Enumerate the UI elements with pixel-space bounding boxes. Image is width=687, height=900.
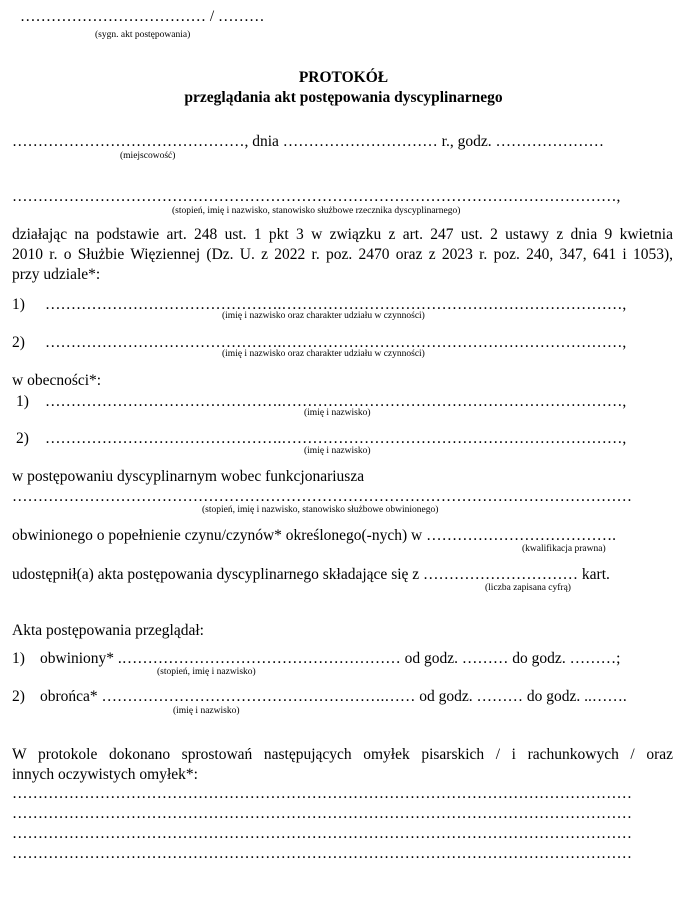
legal-basis-line-2: 2010 r. o Służbie Więziennej (Dz. U. z 2022 r. poz. 2470 oraz z 2023 r. poz. 240, 347, 641 i 1053), bbox=[12, 246, 673, 263]
document-subtitle: przeglądania akt postępowania dyscyplinarnego bbox=[184, 89, 503, 106]
participant-2-number: 2) bbox=[12, 334, 25, 351]
presence-2-field[interactable]: ……………………………………….…………………………………………………………, bbox=[45, 430, 627, 447]
review-label: Akta postępowania przeglądał: bbox=[12, 622, 204, 639]
files-caption: (liczba zapisana cyfrą) bbox=[485, 583, 571, 593]
charge-line[interactable]: obwinionego o popełnienie czynu/czynów* określonego(-nych) w ………………………………. bbox=[12, 527, 616, 544]
accused-field[interactable]: ………………………………………………………………………………………………………… bbox=[12, 488, 632, 505]
review-1-caption: (stopień, imię i nazwisko) bbox=[157, 667, 256, 677]
case-number-caption: (sygn. akt postępowania) bbox=[95, 30, 191, 40]
participant-1-field[interactable]: ……………………………………….…………………………………………………………, bbox=[45, 296, 627, 313]
accused-caption: (stopień, imię i nazwisko, stanowisko służbowe obwinionego) bbox=[202, 505, 439, 515]
officer-field[interactable]: ………………………………………………………………………………………………………, bbox=[12, 188, 621, 205]
participant-1-number: 1) bbox=[12, 296, 25, 313]
corrections-dots-1[interactable]: ………………………………………………………………………………………………………… bbox=[12, 785, 632, 802]
accused-label: w postępowaniu dyscyplinarnym wobec funkcjonariusza bbox=[12, 468, 365, 485]
presence-2-caption: (imię i nazwisko) bbox=[304, 446, 371, 456]
participant-2-caption: (imię i nazwisko oraz charakter udziału w czynności) bbox=[222, 349, 425, 359]
presence-label: w obecności*: bbox=[12, 372, 102, 389]
review-1-number: 1) bbox=[12, 650, 25, 667]
place-caption: (miejscowość) bbox=[120, 151, 176, 161]
case-number-field[interactable]: ……………………………… / ……… bbox=[20, 8, 265, 25]
files-line[interactable]: udostępnił(a) akta postępowania dyscyplinarnego składające się z ………………………… kart. bbox=[12, 566, 610, 583]
corrections-dots-3[interactable]: ………………………………………………………………………………………………………… bbox=[12, 825, 632, 842]
review-2-field[interactable]: obrońca* ……………………………………………….…… od godz. ……… do godz. ..……. bbox=[40, 688, 627, 705]
legal-basis-line-1: działając na podstawie art. 248 ust. 1 pkt 3 w związku z art. 247 ust. 2 ustawy z dnia 9 kwietnia bbox=[12, 226, 673, 243]
participants-label: przy udziale*: bbox=[12, 266, 101, 283]
presence-1-number: 1) bbox=[16, 393, 29, 410]
corrections-dots-4[interactable]: ………………………………………………………………………………………………………… bbox=[12, 845, 632, 862]
presence-2-number: 2) bbox=[16, 430, 29, 447]
participant-1-caption: (imię i nazwisko oraz charakter udziału w czynności) bbox=[222, 311, 425, 321]
review-2-caption: (imię i nazwisko) bbox=[173, 706, 240, 716]
officer-caption: (stopień, imię i nazwisko, stanowisko służbowe rzecznika dyscyplinarnego) bbox=[172, 206, 461, 216]
place-date-line[interactable]: ………………………………………, dnia ………………………… r., godz. ………………… bbox=[12, 133, 604, 150]
corrections-line-1: W protokole dokonano sprostowań następujących omyłek pisarskich / i rachunkowych / oraz bbox=[12, 746, 673, 763]
presence-1-caption: (imię i nazwisko) bbox=[304, 408, 371, 418]
participant-2-field[interactable]: ……………………………………….…………………………………………………………, bbox=[45, 334, 627, 351]
corrections-dots-2[interactable]: ………………………………………………………………………………………………………… bbox=[12, 805, 632, 822]
document-title: PROTOKÓŁ bbox=[298, 69, 389, 86]
corrections-line-2: innych oczywistych omyłek*: bbox=[12, 766, 198, 783]
review-1-field[interactable]: obwiniony* .……………………………………………… od godz. ……… do godz. ………; bbox=[40, 650, 621, 667]
charge-caption: (kwalifikacja prawna) bbox=[522, 544, 606, 554]
presence-1-field[interactable]: ……………………………………….…………………………………………………………, bbox=[45, 393, 627, 410]
review-2-number: 2) bbox=[12, 688, 25, 705]
